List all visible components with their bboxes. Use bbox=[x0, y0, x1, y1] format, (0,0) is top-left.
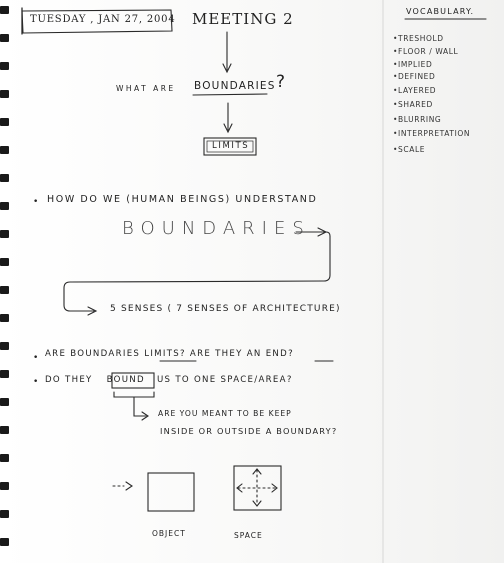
date-label: TUESDAY , JAN 27, 2004 bbox=[30, 14, 176, 25]
q2-line: DO THEY BOUND US TO ONE SPACE/AREA? bbox=[45, 375, 293, 385]
question-word: BOUNDARIES bbox=[194, 80, 276, 92]
vocab-item: •LAYERED bbox=[393, 86, 437, 95]
senses-line: 5 SENSES ( 7 SENSES OF ARCHITECTURE) bbox=[110, 304, 341, 314]
object-box bbox=[148, 473, 194, 511]
vocabulary-title: VOCABULARY. bbox=[406, 7, 475, 16]
bullet: • bbox=[33, 197, 40, 207]
meeting-title: MEETING 2 bbox=[192, 10, 294, 28]
understand-line: HOW DO WE (HUMAN BEINGS) UNDERSTAND bbox=[47, 194, 318, 205]
vocab-item: •FLOOR / WALL bbox=[393, 47, 459, 56]
loop-connector bbox=[64, 232, 330, 311]
question-mark: ? bbox=[276, 72, 287, 92]
bullet: • bbox=[33, 377, 40, 387]
vocab-item: •DEFINED bbox=[393, 72, 436, 81]
q3-line2: INSIDE OR OUTSIDE A BOUNDARY? bbox=[160, 426, 338, 436]
space-label: SPACE bbox=[234, 531, 263, 540]
vocab-item: •SCALE bbox=[393, 145, 426, 154]
q3-line1: ARE YOU MEANT TO BE KEEP bbox=[158, 409, 292, 418]
vocab-item: •SHARED bbox=[393, 100, 433, 109]
q1-line: ARE BOUNDARIES LIMITS? ARE THEY AN END? bbox=[45, 349, 294, 359]
bullet: • bbox=[33, 353, 40, 363]
limits-label: LIMITS bbox=[212, 141, 250, 151]
question-prefix: WHAT ARE bbox=[116, 84, 176, 93]
vocab-item: •TRESHOLD bbox=[393, 34, 444, 43]
object-label: OBJECT bbox=[152, 529, 186, 538]
vocab-item: •INTERPRETATION bbox=[393, 129, 471, 138]
boundaries-big: BOUNDARIES bbox=[122, 218, 311, 239]
vocab-item: •BLURRING bbox=[393, 115, 442, 124]
vocab-item: •IMPLIED bbox=[393, 60, 433, 69]
